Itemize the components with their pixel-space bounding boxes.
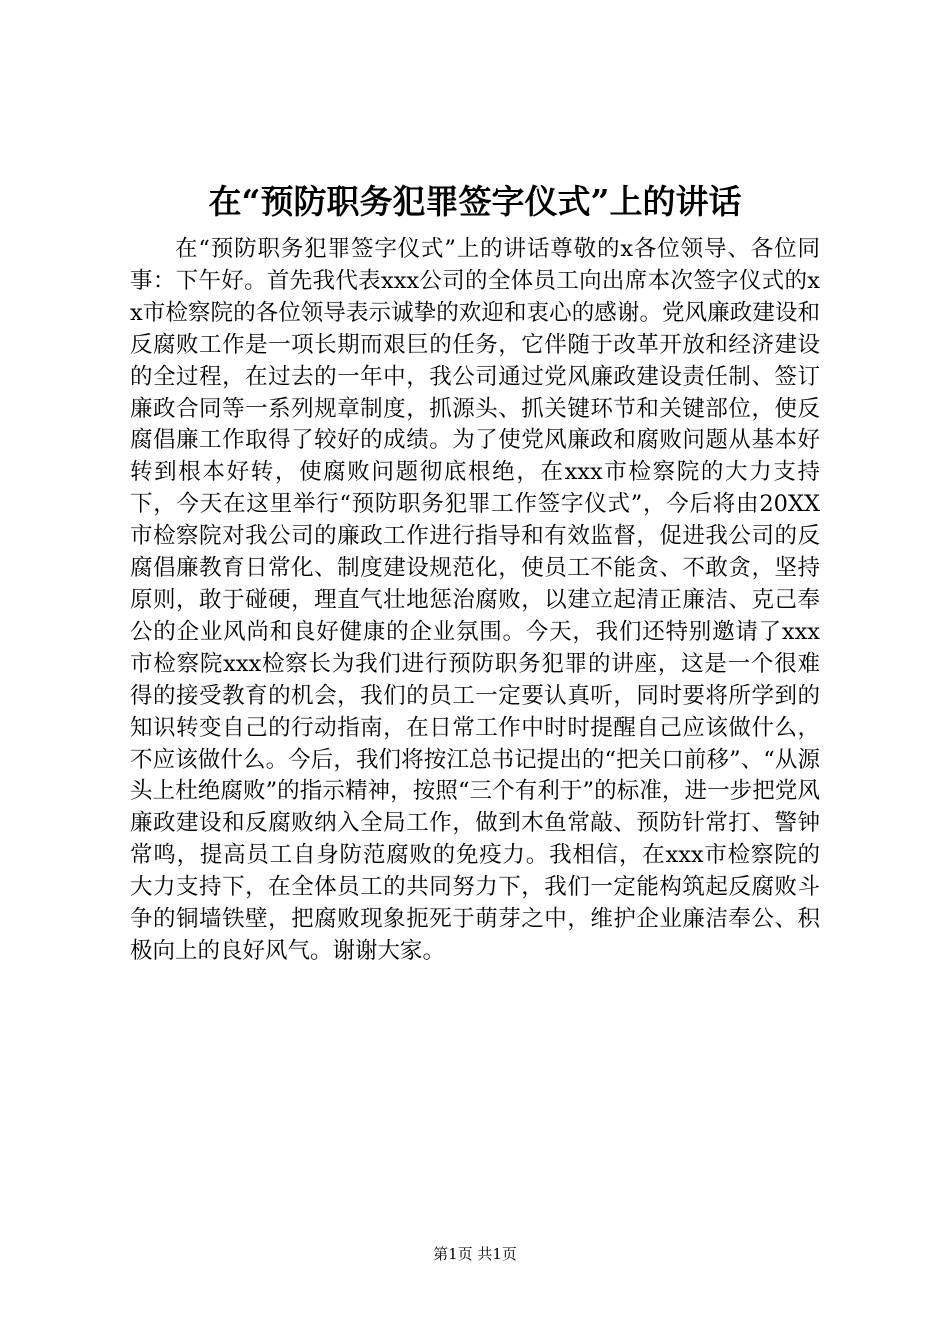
document-title: 在“预防职务犯罪签字仪式”上的讲话 bbox=[208, 182, 742, 221]
page-number-footer: 第1页 共1页 bbox=[433, 1245, 517, 1263]
speech-body-paragraph: 在“预防职务犯罪签字仪式”上的讲话尊敬的x各位领导、各位同事：下午好。首先我代表xxx公司的全体员工向出席本次签字仪式的xx市检察院的各位领导表示诚挚的欢迎和衷心的感谢。党风廉政建设和反腐败工作是一项长期而艰巨的任务，它伴随于改革开放和经济建设的全过程，在过去的一年中，我公司通过党风廉政建设责任制、签订廉政合同等一系列规章制度，抓源头、抓关键环节和关键部位，使反腐倡廉工作取得了较好的成绩。为了使党风廉政和腐败问题从基本好转到根本好转，使腐败问题彻底根绝，在xxx市检察院的大力支持下，今天在这里举行“预防职务犯罪工作签字仪式”，今后将由20XX市检察院对我公司的廉政工作进行指导和有效监督，促进我公司的反腐倡廉教育日常化、制度建设规范化，使员工不能贪、不敢贪，坚持原则，敢于碰硬，理直气壮地惩治腐败，以建立起清正廉洁、克己奉公的企业风尚和良好健康的企业氛围。今天，我们还特别邀请了xxx市检察院xxx检察长为我们进行预防职务犯罪的讲座，这是一个很难得的接受教育的机会，我们的员工一定要认真听，同时要将所学到的知识转变自己的行动指南，在日常工作中时时提醒自己应该做什么，不应该做什么。今后，我们将按江总书记提出的“把关口前移”、“从源头上杜绝腐败”的指示精神，按照“三个有利于”的标准，进一步把党风廉政建设和反腐败纳入全局工作，做到木鱼常敲、预防针常打、警钟常鸣，提高员工自身防范腐败的免疫力。我相信，在xxx市检察院的大力支持下，在全体员工的共同努力下，我们一定能构筑起反腐败斗争的铜墙铁壁，把腐败现象扼死于萌芽之中，维护企业廉洁奉公、积极向上的良好风气。谢谢大家。 bbox=[130, 236, 820, 964]
